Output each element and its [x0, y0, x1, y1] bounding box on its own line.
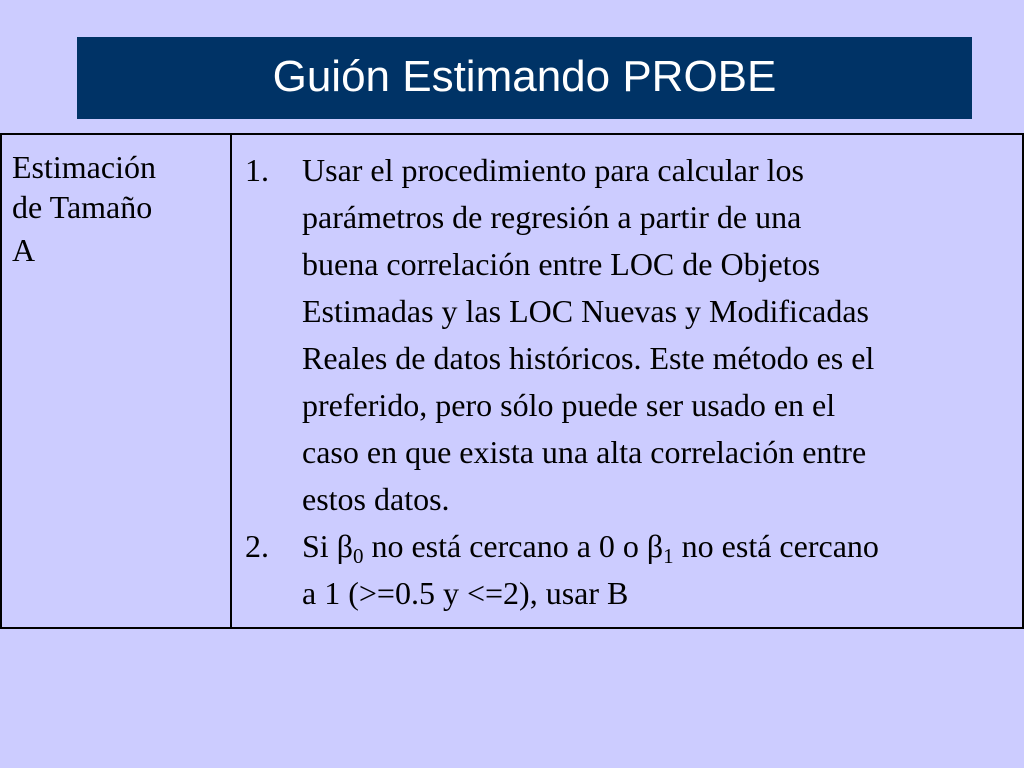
content-table: [0, 133, 1024, 629]
label-line: A: [12, 232, 36, 268]
steps-cell: [231, 134, 1023, 628]
beta1-subscript: 1: [663, 544, 674, 568]
table-row: [1, 134, 1023, 628]
steps-list: [232, 147, 1022, 617]
item-line: Reales de datos históricos. Este método es el: [302, 340, 875, 376]
slide-title: Guión Estimando PROBE: [272, 52, 777, 101]
item-number: 2.: [245, 528, 269, 564]
item-line: Estimadas y las LOC Nuevas y Modificadas: [302, 293, 869, 329]
label-line: Estimación: [12, 149, 156, 185]
item-line: a 1 (>=0.5 y <=2), usar B: [302, 575, 629, 611]
item-line: parámetros de regresión a partir de una: [302, 199, 802, 235]
item-line: Usar el procedimiento para calcular los: [302, 152, 804, 188]
beta-middle: no está cercano a 0 o β: [363, 528, 664, 564]
list-item: [232, 523, 1022, 617]
item-line: [302, 523, 1022, 570]
label-cell: [1, 134, 231, 628]
item-line: preferido, pero sólo puede ser usado en el: [302, 387, 836, 423]
item-line: estos datos.: [302, 481, 450, 517]
item-line: caso en que exista una alta correlación entre: [302, 434, 867, 470]
list-item: [232, 147, 1022, 523]
item-line: buena correlación entre LOC de Objetos: [302, 246, 821, 282]
title-bar: [77, 37, 972, 119]
label-line: de Tamaño: [12, 189, 153, 225]
beta-prefix: Si β: [302, 528, 353, 564]
beta0-subscript: 0: [352, 544, 364, 568]
beta-suffix: no está cercano: [673, 528, 879, 564]
item-number: 1.: [245, 152, 269, 188]
